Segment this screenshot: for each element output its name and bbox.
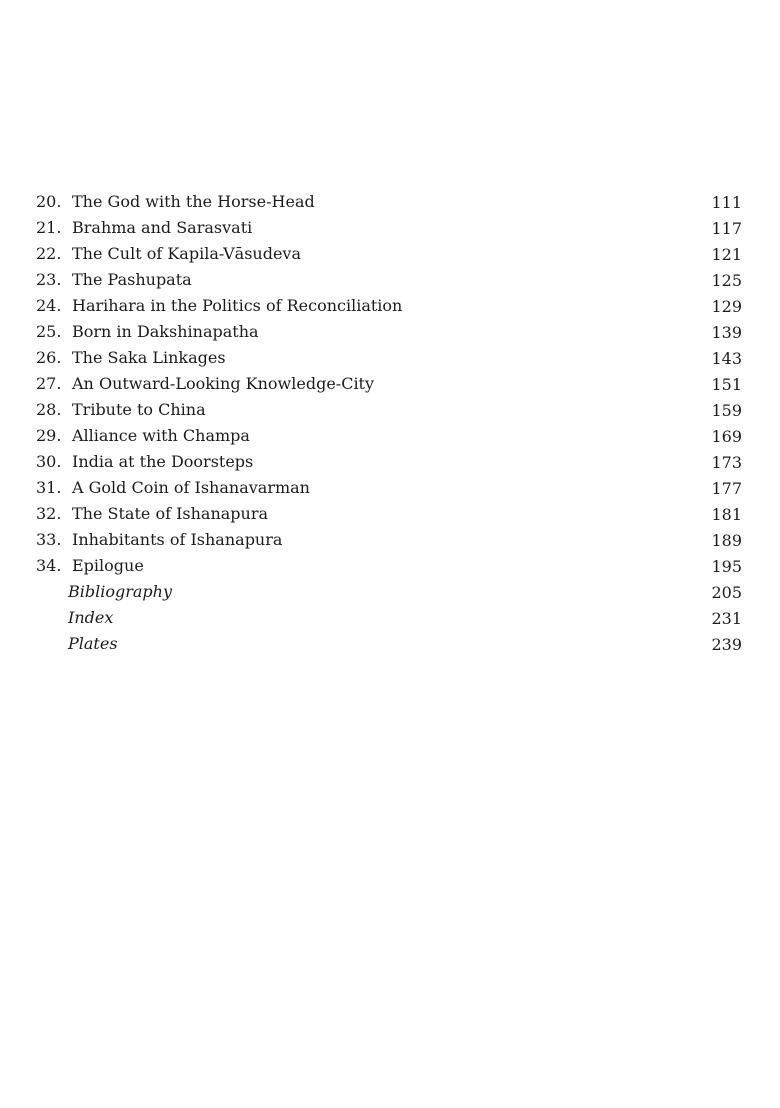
page-number: 143 <box>711 349 742 368</box>
chapter-number: 26. <box>36 348 62 367</box>
page-number: 195 <box>711 557 742 576</box>
chapter-title: The State of Ishanapura <box>72 504 269 523</box>
toc-entry-back-matter <box>36 631 742 657</box>
chapter-number: 24. <box>36 296 62 315</box>
chapter-number: 28. <box>36 400 62 419</box>
chapter-number: 20. <box>36 192 62 211</box>
chapter-title: The Pashupata <box>72 270 192 289</box>
toc-entry <box>36 241 742 267</box>
chapter-number: 21. <box>36 218 62 237</box>
toc-entry <box>36 345 742 371</box>
page-number: 205 <box>711 583 742 602</box>
page-number: 159 <box>711 401 742 420</box>
chapter-title: Tribute to China <box>72 400 206 419</box>
chapter-number: 22. <box>36 244 62 263</box>
toc-entry <box>36 553 742 579</box>
chapter-title: An Outward-Looking Knowledge-City <box>72 374 375 393</box>
toc-entry <box>36 293 742 319</box>
toc-entry <box>36 215 742 241</box>
chapter-title: Epilogue <box>72 556 144 575</box>
page-number: 129 <box>711 297 742 316</box>
chapter-title: Born in Dakshinapatha <box>72 322 259 341</box>
page-number: 177 <box>711 479 742 498</box>
page-number: 169 <box>711 427 742 446</box>
toc-entry <box>36 319 742 345</box>
toc-entry-back-matter <box>36 579 742 605</box>
chapter-number: 31. <box>36 478 62 497</box>
toc-entry <box>36 423 742 449</box>
chapter-number: 33. <box>36 530 62 549</box>
toc-entry <box>36 371 742 397</box>
chapter-title: Alliance with Champa <box>72 426 250 445</box>
page-number: 239 <box>711 635 742 654</box>
toc-entry <box>36 267 742 293</box>
chapter-title: Brahma and Sarasvati <box>72 218 253 237</box>
page-number: 117 <box>711 219 742 238</box>
chapter-title: The God with the Horse-Head <box>72 192 315 211</box>
toc-entry <box>36 501 742 527</box>
chapter-title: The Saka Linkages <box>72 348 226 367</box>
chapter-title: Inhabitants of Ishanapura <box>72 530 283 549</box>
page-number: 125 <box>711 271 742 290</box>
chapter-title: India at the Doorsteps <box>72 452 254 471</box>
chapter-title: Harihara in the Politics of Reconciliation <box>72 296 403 315</box>
chapter-number: 34. <box>36 556 62 575</box>
toc-entry <box>36 397 742 423</box>
chapter-number: 23. <box>36 270 62 289</box>
table-of-contents <box>36 189 742 657</box>
page-number: 111 <box>711 193 742 212</box>
page-number: 173 <box>711 453 742 472</box>
chapter-title: The Cult of Kapila-Vāsudeva <box>72 244 301 263</box>
chapter-number: 30. <box>36 452 62 471</box>
chapter-number: 32. <box>36 504 62 523</box>
toc-entry-back-matter <box>36 605 742 631</box>
chapter-number: 25. <box>36 322 62 341</box>
chapter-number: 29. <box>36 426 62 445</box>
page-number: 231 <box>711 609 742 628</box>
toc-entry <box>36 527 742 553</box>
page-number: 189 <box>711 531 742 550</box>
toc-entry <box>36 449 742 475</box>
plates-title: Plates <box>68 634 118 653</box>
page-number: 139 <box>711 323 742 342</box>
chapter-title: A Gold Coin of Ishanavarman <box>72 478 310 497</box>
toc-entry <box>36 475 742 501</box>
page-number: 151 <box>711 375 742 394</box>
page-number: 121 <box>711 245 742 264</box>
index-title: Index <box>68 608 114 627</box>
chapter-number: 27. <box>36 374 62 393</box>
bibliography-title: Bibliography <box>68 582 172 601</box>
toc-entry <box>36 189 742 215</box>
page-number: 181 <box>711 505 742 524</box>
